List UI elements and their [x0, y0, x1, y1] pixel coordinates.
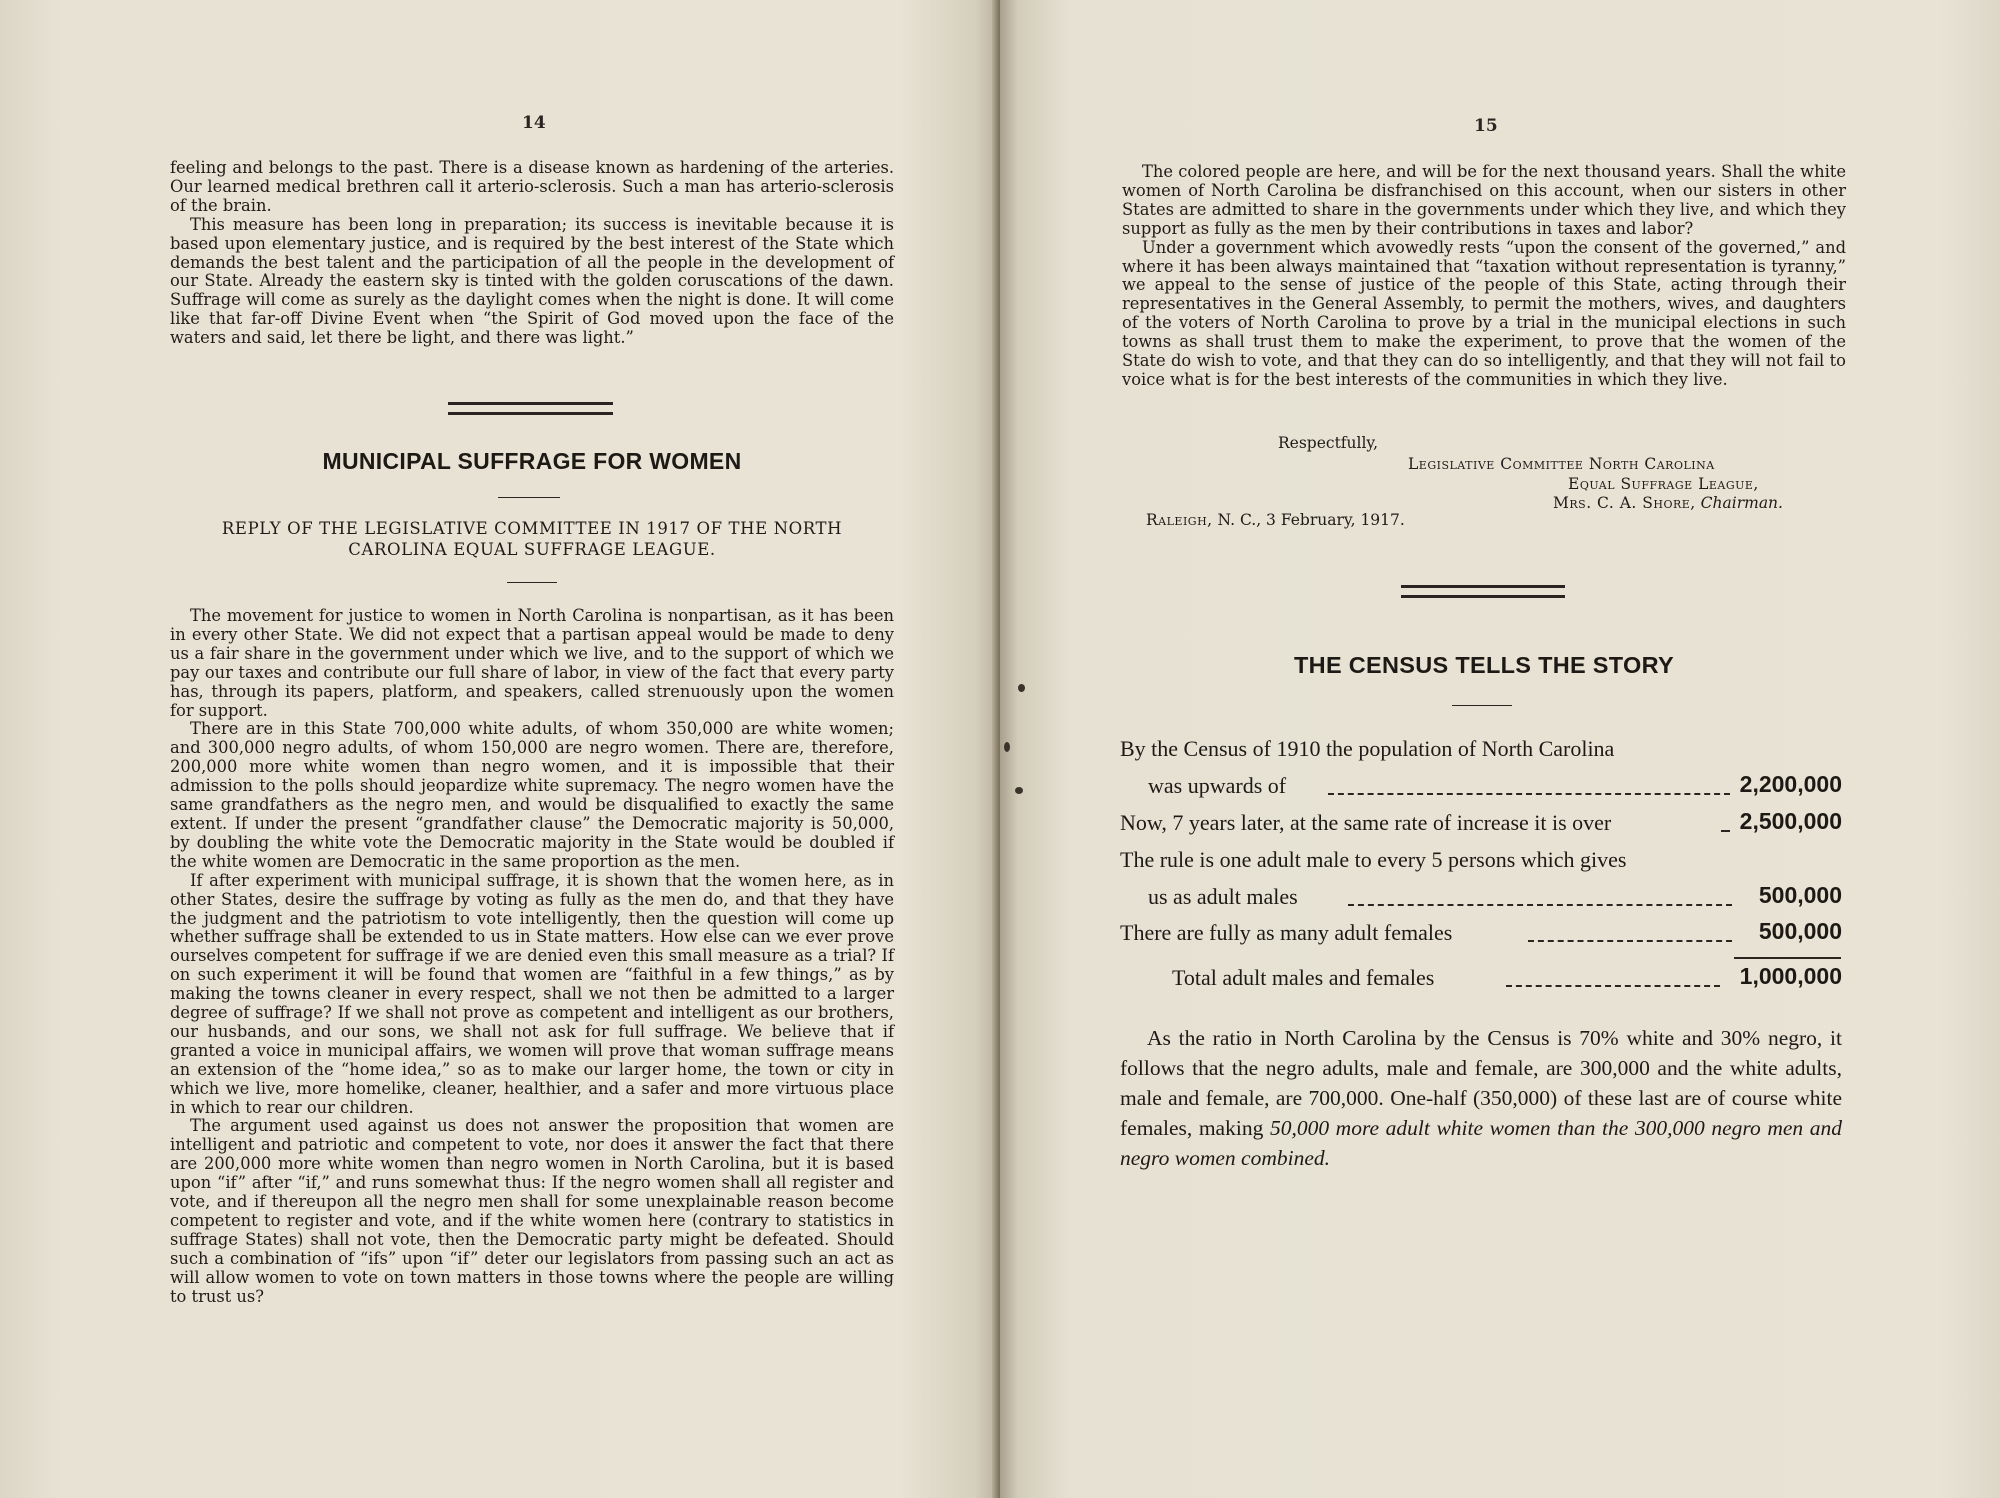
continued-text: [1122, 163, 1846, 390]
section-divider: [1401, 585, 1565, 598]
signature-committee: Legislative Committee North Carolina: [1408, 455, 1715, 473]
paragraph: If after experiment with municipal suffrage, it is shown that the women here, as in other States, desire the suffrage by voting as fully as the men do, and that they have the judgment and the patriotism to vote intelligently, then the question will come up whether suffrage shall be extended to us in State matters. How else can we ever prove ourselves competent for suffrage if we are denied even this small measure as a trial? If on such experiment it will be found that women are “faithful in a few things,” as by making the towns cleaner in every respect, shall we not then be admitted to a larger degree of suffrage? If we shall not prove as competent and intelligent as our brothers, our husbands, and our sons, we shall not ask for full suffrage. We believe that if granted a voice in municipal affairs, we women will prove that woman suffrage means an extension of the “home idea,” so as to make our larger home, the town or city in which we live, more homelike, cleaner, healthier, and a safer and more virtuous place in which to rear our children.: [170, 870, 894, 1117]
gutter-mark: [1004, 742, 1010, 752]
census-row-label: Total adult males and females: [1172, 965, 1435, 990]
paragraph: The argument used against us does not answer the proposition that women are intelligent and patriotic and competent to vote, nor does it answer the fact that there are 200,000 more white women than negro women in North Carolina, but it is based upon “if” after “if,” and runs somewhat thus: If the negro women shall all register and vote, and if thereupon all the negro men shall for some unexplainable reason become competent to register and vote, and if the white women here (contrary to statistics in suffrage States) shall not vote, then the Democratic party might be defeated. Should such a combination of “ifs” upon “if” deter our legislators from passing such an act as will allow women to vote on town matters in those towns where the people are willing to trust us?: [170, 1116, 894, 1306]
census-title-rule: [1452, 705, 1512, 706]
paragraph: This measure has been long in preparation; its success is inevitable because it is based upon elementary justice, and is required by the best interest of the State which demands the best talent and the participation of all the people in the development of our State. Already the eastern sky is tinted with the golden coruscations of the dawn. Suffrage will come as surely as the daylight comes when the night is done. It will come like that far-off Divine Event when “the Spirit of God moved upon the face of the waters and said, let there be light, and there was light.”: [170, 214, 894, 348]
section-subtitle: [170, 518, 894, 560]
leader-dots: [1528, 940, 1732, 942]
census-row-value: 2,200,000: [1739, 771, 1842, 797]
ratio-conclusion: 50,000 more adult white women than the 300,000 negro men and negro women combined.: [1120, 1116, 1843, 1170]
section-title: MUNICIPAL SUFFRAGE FOR WOMEN: [322, 448, 742, 474]
ratio-paragraph: As the ratio in North Carolina by the Census is 70% white and 30% negro, it follows that the negro adults, male and female, are 300,000 and the white adults, male and female, are 700,000. One-half (350,000) of these last are of course white females, making 50,000 more adult white women than the 300,000 negro men and negro women combined.: [1120, 1026, 1843, 1170]
gutter-mark: [1015, 787, 1023, 794]
census-row: [1120, 920, 1842, 950]
page-number: 14: [522, 113, 546, 133]
page-number: 15: [1474, 116, 1498, 136]
census-row-label: Now, 7 years later, at the same rate of increase it is over: [1120, 810, 1612, 835]
census-title: THE CENSUS TELLS THE STORY: [1294, 652, 1674, 678]
census-row: [1120, 773, 1842, 803]
paragraph: feeling and belongs to the past. There is a disease known as hardening of the arteries. Our learned medical brethren call it arterio-sclerosis. Such a man has arterio-sclerosis of the brain.: [170, 158, 894, 215]
census-row: [1120, 810, 1842, 840]
census-row-label: us as adult males: [1148, 884, 1298, 909]
signature-league: Equal Suffrage League,: [1568, 475, 1759, 493]
paragraph: Under a government which avowedly rests “upon the consent of the governed,” and where it has been always maintained that “taxation without representation is tyranny,” we appeal to the sense of justice of the people of this State, acting through their representatives in the General Assembly, to permit the mothers, wives, and daughters of the voters of North Carolina to prove by a trial in the municipal elections in such towns as shall trust them to make the experiment, to prove that the women of the State do wish to vote, and that they can do so intelligently, and that they will not fail to voice what is for the best interests of the communities in which they live.: [1122, 237, 1846, 389]
census-row-label: There are fully as many adult females: [1120, 920, 1453, 945]
leader-dots: [1328, 793, 1730, 795]
sum-rule: [1734, 957, 1841, 959]
paragraph: There are in this State 700,000 white adults, of whom 350,000 are white women; and 300,000 negro adults, of whom 150,000 are negro women. There are, therefore, 200,000 more white women than negro women, and it is impossible that their admission to the polls should jeopardize white supremacy. The negro women have the same grandfathers as the negro men, and would be disqualified to exactly the same extent. If under the present “grandfather clause” the Democratic majority is 50,000, by doubling the white vote the Democratic majority in the State would be doubled if the white women are Democratic in the same proportion as the men.: [170, 719, 894, 871]
census-row-label: The rule is one adult male to every 5 persons which gives: [1120, 847, 1627, 872]
census-row-value: 1,000,000: [1739, 963, 1842, 989]
leader-dots: [1721, 830, 1730, 832]
census-intro: By the Census of 1910 the population of North Carolina: [1120, 736, 1615, 761]
signature-chair: Mrs. C. A. Shore, Chairman.: [1553, 494, 1783, 512]
census-row-label: was upwards of: [1148, 773, 1287, 798]
census-row: [1120, 847, 1842, 877]
paragraph: The colored people are here, and will be for the next thousand years. Shall the white women of North Carolina be disfranchised on this account, when our sisters in other States are admitted to share in the governments under which they live, and which they support as fully as the men by their contributions in taxes and labor?: [1122, 162, 1846, 238]
reply-text: [170, 607, 894, 1307]
census-row-value: 500,000: [1758, 882, 1842, 908]
closing-word: Respectfully,: [1278, 434, 1379, 452]
right-page: [1000, 0, 2000, 1498]
place-date: Raleigh, N. C., 3 February, 1917.: [1146, 511, 1405, 529]
gutter-mark: [1018, 684, 1025, 692]
census-row-value: 500,000: [1758, 918, 1842, 944]
title-rule: [498, 497, 560, 498]
paragraph: The movement for justice to women in North Carolina is nonpartisan, as it has been in every other State. We did not expect that a partisan appeal would be made to deny us a fair share in the government under which we live, and to the support of which we pay our taxes and contribute our full share of labor, in view of the fact that every party has, through its papers, platform, and speakers, called strenuously upon the women for support.: [170, 606, 894, 720]
census-row-total: [1120, 965, 1842, 995]
leader-dots: [1348, 904, 1732, 906]
subtitle-rule: [507, 582, 557, 583]
census-row: [1120, 884, 1842, 914]
subtitle-line: CAROLINA EQUAL SUFFRAGE LEAGUE.: [348, 540, 716, 559]
section-divider: [448, 402, 613, 415]
opening-text: [170, 159, 894, 348]
leader-dots: [1506, 985, 1720, 987]
subtitle-line: REPLY OF THE LEGISLATIVE COMMITTEE IN 1917 OF THE NORTH: [221, 519, 843, 538]
census-row-value: 2,500,000: [1739, 808, 1842, 834]
